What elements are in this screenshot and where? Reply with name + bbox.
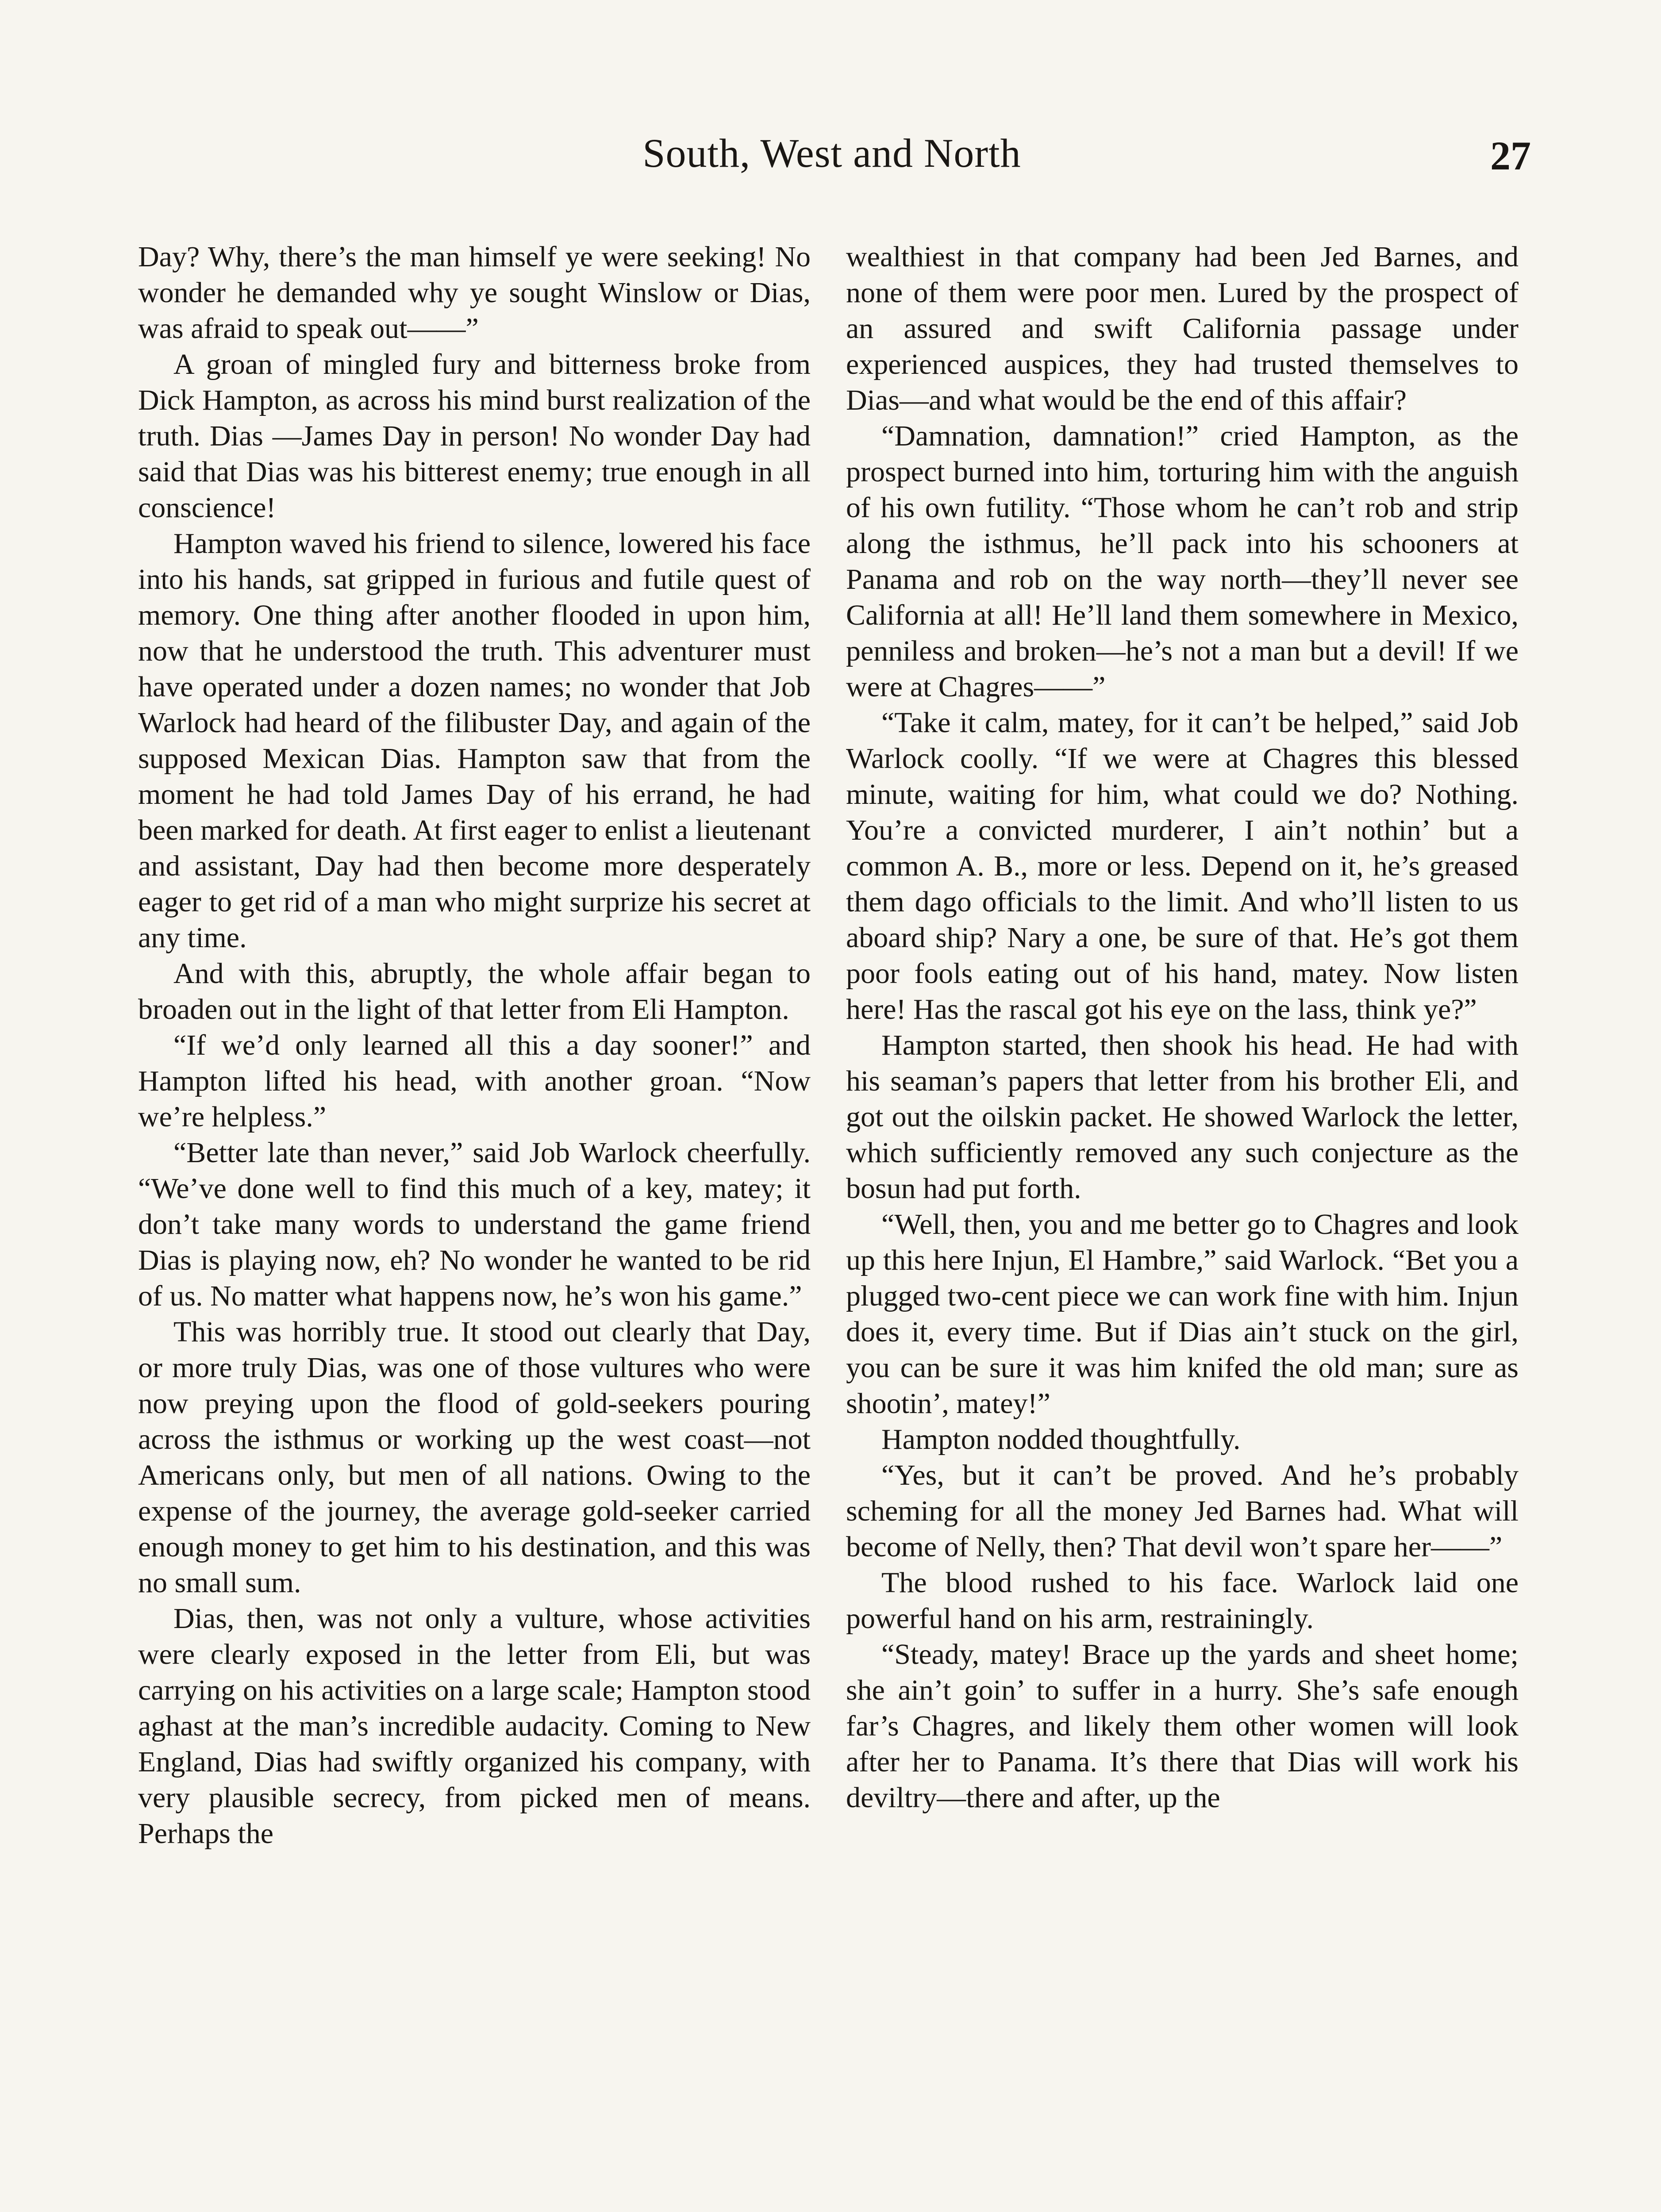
- paragraph: Hampton started, then shook his head. He had with his seaman’s papers that letter from his brother Eli, and got out the oilskin packet. He showed Warlock the letter, which sufficiently removed any such conjecture as the bosun had put forth.: [846, 1029, 1519, 1205]
- paragraph: “Well, then, you and me better go to Chagres and look up this here Injun, El Hambre,” said Warlock. “Bet you a plugged two-cent piece we can work fine with him. Injun does it, every time. But if Dias ain’t stuck on the girl, you can be sure it was him knifed the old man; sure as shootin’, matey!”: [846, 1208, 1519, 1420]
- paragraph: “Better late than never,” said Job Warlock cheerfully. “We’ve done well to find this much of a key, matey; it don’t take many words to understand the game friend Dias is playing now, eh? No wonder he wanted to be rid of us. No matter what happens now, he’s won his game.”: [138, 1137, 811, 1312]
- paragraph: This was horribly true. It stood out clearly that Day, or more truly Dias, was one of those vultures who were now preying upon the flood of gold-seekers pouring across the isthmus or working up the west coast—not Americans only, but men of all nations. Owing to the expense of the journey, the average gold-seeker carried enough money to get him to his destination, and this was no small sum.: [138, 1316, 811, 1599]
- paragraph: wealthiest in that company had been Jed Barnes, and none of them were poor men. Lured by the prospect of an assured and swift California passage under experienced auspices, they had trusted themselves to Dias—and what would be the end of this affair?: [846, 241, 1519, 416]
- text-column-left: [138, 239, 811, 1851]
- paragraph: Hampton nodded thoughtfully.: [881, 1423, 1241, 1455]
- paragraph: A groan of mingled fury and bitterness broke from Dick Hampton, as across his mind burst realization of the truth. Dias —James Day in person! No wonder Day had said that Dias was his bitterest enemy; true enough in all conscience!: [138, 348, 811, 524]
- paragraph: And with this, abruptly, the whole affair began to broaden out in the light of that letter from Eli Hampton.: [138, 957, 811, 1025]
- paragraph: Day? Why, there’s the man himself ye were seeking! No wonder he demanded why ye sought Winslow or Dias, was afraid to speak out——”: [138, 241, 811, 345]
- page-number: 27: [1490, 133, 1531, 178]
- paragraph: The blood rushed to his face. Warlock laid one powerful hand on his arm, restrainingly.: [846, 1567, 1519, 1635]
- paragraph: “Steady, matey! Brace up the yards and sheet home; she ain’t goin’ to suffer in a hurry. She’s safe enough far’s Chagres, and likely them other women will look after her to Panama. It’s there that Dias will work his deviltry—there and after, up the: [846, 1638, 1519, 1814]
- running-title: South, West and North: [642, 131, 1021, 176]
- paragraph: “If we’d only learned all this a day sooner!” and Hampton lifted his head, with another groan. “Now we’re helpless.”: [138, 1029, 811, 1133]
- paragraph: “Take it calm, matey, for it can’t be helped,” said Job Warlock coolly. “If we were at Chagres this blessed minute, waiting for him, what could we do? Nothing. You’re a convicted murderer, I ain’t nothin’ but a common A. B., more or less. Depend on it, he’s greased them dago officials to the limit. And who’ll listen to us aboard ship? Nary a one, be sure of that. He’s got them poor fools eating out of his hand, matey. Now listen here! Has the rascal got his eye on the lass, think ye?”: [846, 707, 1519, 1025]
- paragraph: Dias, then, was not only a vulture, whose activities were clearly exposed in the letter from Eli, but was carrying on his activities on a large scale; Hampton stood aghast at the man’s incredible audacity. Coming to New England, Dias had swiftly organized his company, with very plausible secrecy, from picked men of means. Perhaps the: [138, 1602, 811, 1850]
- paragraph: Hampton waved his friend to silence, lowered his face into his hands, sat gripped in furious and futile quest of memory. One thing after another flooded in upon him, now that he understood the truth. This adventurer must have operated under a dozen names; no wonder that Job Warlock had heard of the filibuster Day, and again of the supposed Mexican Dias. Hampton saw that from the moment he had told James Day of his errand, he had been marked for death. At first eager to enlist a lieutenant and assistant, Day had then become more desperately eager to get rid of a man who might surprize his secret at any time.: [138, 527, 811, 954]
- text-column-right: [846, 239, 1519, 1816]
- paragraph: “Damnation, damnation!” cried Hampton, as the prospect burned into him, torturing him with the anguish of his own futility. “Those whom he can’t rob and strip along the isthmus, he’ll pack into his schooners at Panama and rob on the way north—they’ll never see California at all! He’ll land them somewhere in Mexico, penniless and broken—he’s not a man but a devil! If we were at Chagres——”: [846, 420, 1519, 703]
- paragraph: “Yes, but it can’t be proved. And he’s probably scheming for all the money Jed Barnes had. What will become of Nelly, then? That devil won’t spare her——”: [846, 1459, 1519, 1563]
